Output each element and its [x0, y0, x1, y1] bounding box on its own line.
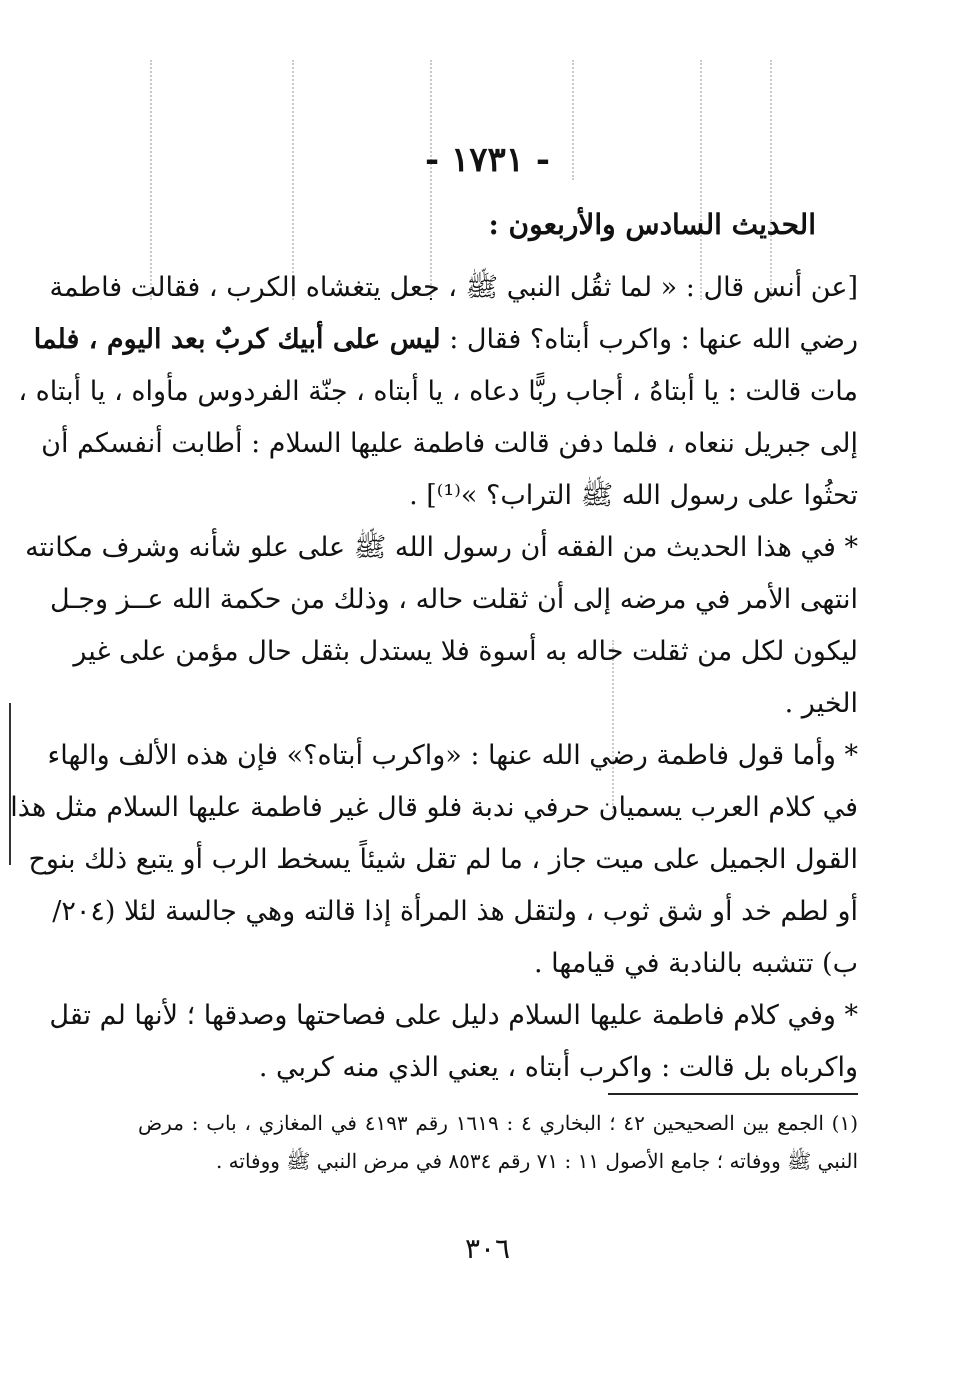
text-line: مات قالت : يا أبتاهُ ، أجاب ربًّا دعاه ، يا أبتاه ، جنّة الفردوس مأواه ، يا أبتاه ، [18, 376, 858, 407]
text-line: إلى جبريل ننعاه ، فلما دفن قالت فاطمة عليها السلام : أطابت أنفسكم أن [41, 428, 858, 459]
text-line: * وأما قول فاطمة رضي الله عنها : «واكرب أبتاه؟» فإن هذه الألف والهاء [47, 740, 858, 771]
text-line: أو لطم خد أو شق ثوب ، ولتقل هذ المرأة إذا قالته وهي جالسة لئلا (٢٠٤/ [52, 896, 858, 927]
hadith-text [18, 262, 858, 522]
text-line: انتهى الأمر في مرضه إلى أن ثقلت حاله ، وذلك من حكمة الله عــز وجـل [49, 584, 858, 615]
text-line: ليكون لكل من ثقلت حاله به أسوة فلا يستدل بثقل حال مؤمن على غير [73, 636, 858, 667]
footnote-line: (١) الجمع بين الصحيحين ٤٢ ؛ البخاري ٤ : ١٦١٩ رقم ٤١٩٣ في المغازي ، باب : مرض [138, 1111, 859, 1135]
text-line: ب) تتشبه بالنادبة في قيامها . [534, 948, 858, 979]
hadith-title: الحديث السادس والأربعون : [488, 208, 816, 241]
section-number: - ١٧٣١ - [425, 140, 550, 180]
text-line: * في هذا الحديث من الفقه أن رسول الله ﷺ على علو شأنه وشرف مكانته [25, 532, 858, 563]
text-line: [عن أنس قال : « لما ثقُل النبي ﷺ ، جعل يتغشاه الكرب ، فقالت فاطمة [49, 272, 858, 303]
text-line: تحثُوا على رسول الله ﷺ التراب؟ »⁽¹⁾] . [409, 480, 858, 511]
footnote-divider [608, 1093, 858, 1095]
text-line: القول الجميل على ميت جاز ، ما لم تقل شيئاً يسخط الرب أو يتبع ذلك بنوح [28, 844, 858, 875]
text-line: الخير . [784, 688, 858, 719]
commentary-paragraph-3 [49, 990, 858, 1094]
text-line [33, 314, 858, 366]
page-number: ٣٠٦ [464, 1232, 511, 1265]
commentary-paragraph-1 [25, 522, 858, 730]
footnote [138, 1104, 858, 1180]
text-line: * وفي كلام فاطمة عليها السلام دليل على فصاحتها وصدقها ؛ لأنها لم تقل [49, 1000, 858, 1031]
text-line: في كلام العرب يسميان حرفي ندبة فلو قال غير فاطمة عليها السلام مثل هذا [10, 792, 858, 823]
text-segment: رضي الله عنها : واكرب أبتاه؟ فقال : [449, 324, 858, 355]
text-line: واكرباه بل قالت : واكرب أبتاه ، يعني الذي منه كربي . [258, 1052, 858, 1083]
commentary-paragraph-2 [10, 730, 858, 990]
bold-phrase: ليس على أبيك كربٌ بعد اليوم ، فلما [33, 324, 441, 355]
footnote-line: النبي ﷺ ووفاته ؛ جامع الأصول ١١ : ٧١ رقم ٨٥٣٤ في مرض النبي ﷺ ووفاته . [215, 1149, 858, 1173]
